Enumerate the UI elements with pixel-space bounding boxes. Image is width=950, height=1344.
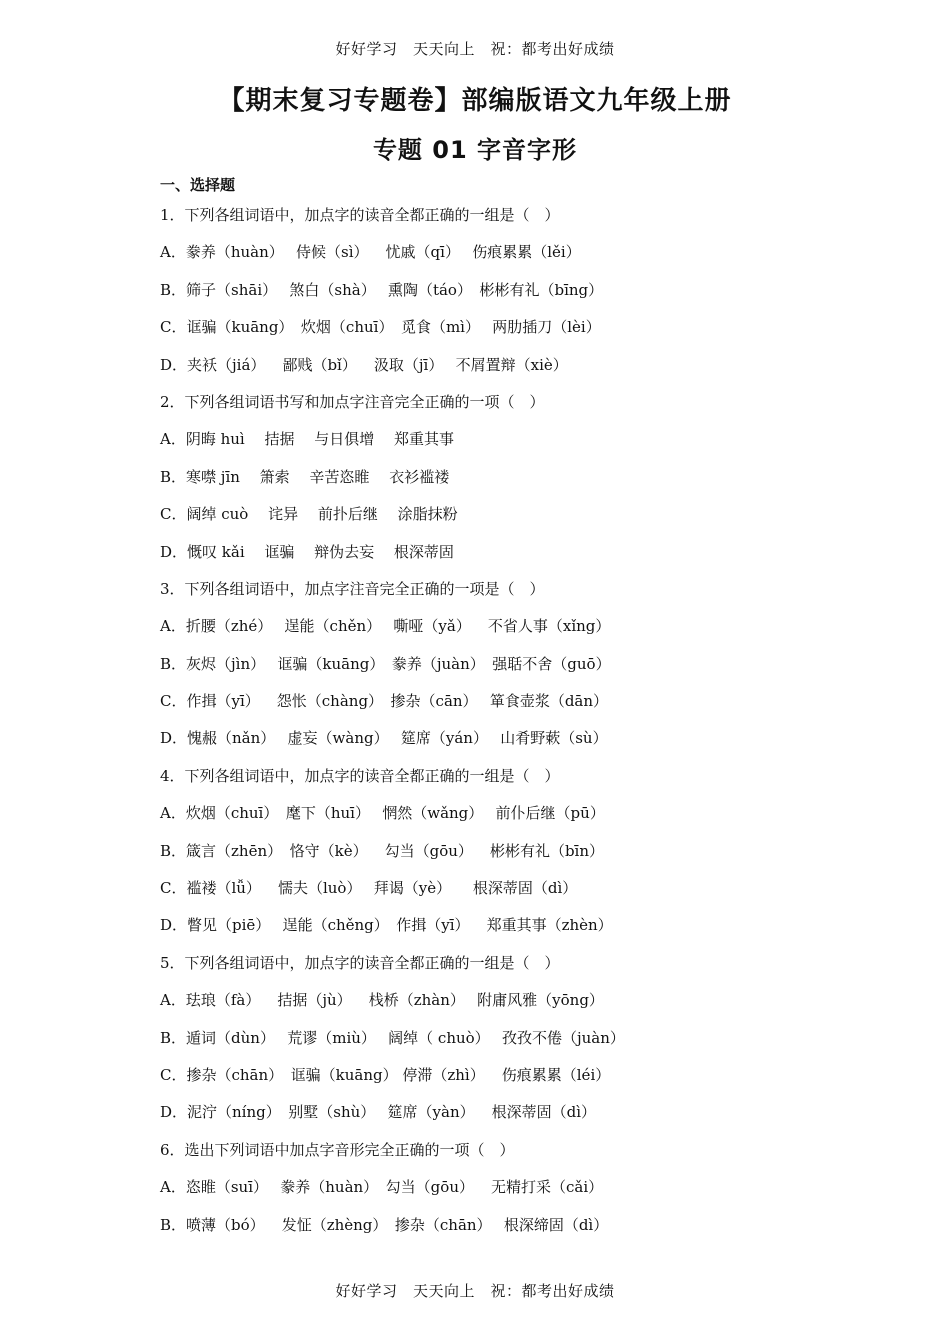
question-1-option-a: A．豢养（huàn） 侍候（sì） 忧戚（qī） 伤痕累累（lěi） [160,243,581,262]
question-4-option-d: D．瞥见（piē） 逞能（chěng） 作揖（yī） 郑重其事（zhèn） [160,916,613,935]
section-heading: 一、选择题 [160,176,236,194]
question-2-option-d: D．慨叹 kǎi 诓骗 辩伪去妄 根深蒂固 [160,542,454,561]
question-5-option-a: A．珐琅（fà） 拮据（jù） 栈桥（zhàn） 附庸风雅（yōng） [160,991,604,1010]
question-4-stem: 4．下列各组词语中，加点字的读音全都正确的一组是（ ） [160,766,560,785]
question-5-option-b: B．遁词（dùn） 荒谬（miù） 阔绰（ chuò） 孜孜不倦（juàn） [160,1028,625,1047]
page-header: 好好学习 天天向上 祝：都考出好成绩 [335,40,615,58]
question-5-option-c: C．掺杂（chān） 诓骗（kuāng） 停滞（zhì） 伤痕累累（léi） [160,1065,611,1084]
question-6-stem: 6．选出下列词语中加点字音形完全正确的一项（ ） [160,1140,515,1159]
document-subtitle: 专题 01 字音字形 [372,136,578,164]
question-1-option-c: C．诓骗（kuāng） 炊烟（chuī） 觅食（mì） 两肋插刀（lèi） [160,318,601,337]
question-4-option-c: C．褴褛（lǚ） 懦夫（luò） 拜谒（yè） 根深蒂固（dì） [160,879,578,898]
question-1-stem: 1．下列各组词语中，加点字的读音全都正确的一组是（ ） [160,206,560,224]
question-3-option-b: B．灰烬（jìn） 诓骗（kuāng） 豢养（juàn） 强聒不舍（guō） [160,654,611,673]
question-2-stem: 2．下列各组词语书写和加点字注音完全正确的一项（ ） [160,392,545,411]
question-2-option-a: A．阴晦 huì 拮据 与日俱增 郑重其事 [160,430,455,449]
question-6-option-b: B．喷薄（bó） 发怔（zhèng） 掺杂（chān） 根深缔固（dì） [160,1215,609,1234]
question-list [160,202,880,1249]
question-3-stem: 3．下列各组词语中，加点字注音完全正确的一项是（ ） [160,579,545,598]
question-1-option-b: B．筛子（shāi） 煞白（shà） 熏陶（táo） 彬彬有礼（bīng） [160,280,604,299]
question-2-option-b: B．寒噤 jīn 箫索 辛苦恣睢 衣衫褴褛 [160,467,450,486]
question-4-option-b: B．箴言（zhēn） 恪守（kè） 勾当（gōu） 彬彬有礼（bīn） [160,841,605,860]
question-3-option-d: D．愧赧（nǎn） 虚妄（wàng） 筵席（yán） 山肴野蔌（sù） [160,729,608,748]
question-6-option-a: A．恣睢（suī） 豢养（huàn） 勾当（gōu） 无精打采（cǎi） [160,1178,604,1197]
question-2-option-c: C．阔绰 cuò 诧异 前扑后继 涂脂抹粉 [160,505,458,524]
page-footer: 好好学习 天天向上 祝：都考出好成绩 [335,1282,615,1300]
question-5-option-d: D．泥泞（níng） 别墅（shù） 筵席（yàn） 根深蒂固（dì） [160,1103,597,1122]
question-4-option-a: A．炊烟（chuī） 麾下（huī） 惘然（wǎng） 前仆后继（pū） [160,804,605,823]
question-3-option-a: A．折腰（zhé） 逞能（chěn） 嘶哑（yǎ） 不省人事（xǐng） [160,617,611,636]
document-title: 【期末复习专题卷】部编版语文九年级上册 [218,86,732,116]
question-1-option-d: D．夹袄（jiá） 鄙贱（bǐ） 汲取（jī） 不屑置辩（xiè） [160,355,568,374]
question-5-stem: 5．下列各组词语中，加点字的读音全都正确的一组是（ ） [160,953,560,972]
question-3-option-c: C．作揖（yī） 怨怅（chàng） 掺杂（cān） 箪食壶浆（dān） [160,692,609,711]
